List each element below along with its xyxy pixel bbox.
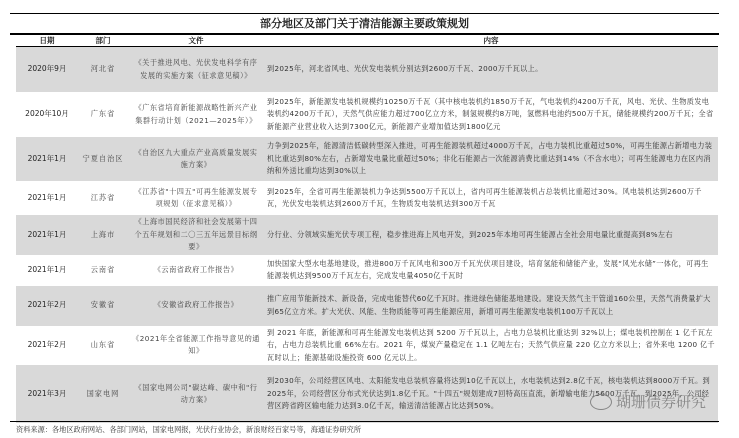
row-date: 2020年10月 [25,109,69,119]
row-dept: 山东省 [90,340,116,349]
row-content: 到 2021 年底，新能源和可再生能源发电装机达到 5200 万千瓦以上，占电力总装机比重达到 32%以上；煤电装机控制在 1 亿千瓦左右，占电力总装机比重 66%左右。2021 年，煤炭产量稳定在 1.1 亿吨左右；天然气供应量 220 亿立方米以上；省外来电 1200 亿千瓦时以上；能源基础设施投资 600 亿元以上。 [267,327,715,362]
watermark-text: 瑚珊债券研究 [616,393,707,411]
row-content: 推广应用节能新技术、新设备，完成电能替代60亿千瓦时。推进绿色储能基地建设。建设天然气主干管道160公里，天然气消费量扩大到65亿立方米。扩大光伏、风能、生物质能等可再生能源应用，新增可再生能源发电装机100万千瓦以上 [264,286,718,326]
row-date: 2021年1月 [27,264,67,274]
row-doc: 《云南省政府工作报告》 [153,264,239,274]
row-content: 力争到2025年，能源清洁低碳转型深入推进，可再生能源装机超过4000万千瓦，占电力装机比重超过50%，可再生能源占新增电力装机比重达到80%左右，占新增发电量比重超过50%；非化石能源占一次能源消费比重达到14%（不含水电）；可再生能源电力在区内消纳和外送比重均达到30%以上 [264,137,718,181]
row-content: 加快国家大型水电基地建设，推进800万千瓦风电和300万千瓦光伏项目建设，培育氢能和储能产业，发展“风光水储”一体化，可再生能源装机达到9500万千瓦左右，完成发电量4050亿千瓦时 [267,258,709,280]
row-dept: 上海市 [78,215,128,255]
row-date: 2021年1月 [27,192,67,202]
header-date: 日期 [39,36,55,45]
header-content: 内容 [483,36,499,45]
table-header [16,35,718,47]
watermark [590,391,706,412]
row-dept: 安徽省 [78,286,128,326]
row-date: 2021年1月 [16,137,78,181]
row-doc: 《国家电网公司"碳达峰、碳中和"行动方案》 [128,365,264,423]
row-doc: 《江苏省"十四五"可再生能源发展专项规划（征求意见稿）》 [134,186,258,208]
bottom-rule [10,421,719,422]
row-doc: 《2021年全省能源工作指导意见的通知》 [132,333,260,356]
table-row [16,47,718,92]
table-row [16,286,718,326]
row-doc: 《关于推进风电、光伏发电科学有序发展的实施方案（征求意见稿）》 [128,47,264,92]
row-content: 到2025年，新能源发电装机规模约10250万千瓦（其中核电装机约1850万千瓦，气电装机约4200万千瓦，风电、光伏、生物质发电装机约4200万千瓦），天然气供应能力超过700亿立方米，制氢规模约8万吨，氢燃料电池约500万千瓦，储能规模约200万千瓦；全省新能源产业营业收入达到7300亿元，新能源产业增加值达到1800亿元 [267,96,714,131]
row-doc: 《上海市国民经济和社会发展第十四个五年规划和二〇三五年远景目标纲要》 [128,215,264,255]
header-doc: 文件 [188,36,204,45]
row-dept: 广东省 [90,109,116,119]
row-content: 分行业、分领域实施光伏专项工程，稳步推进海上风电开发，到2025年本地可再生能源占全社会用电量比重提高到8%左右 [264,215,718,255]
table-row [16,255,718,286]
table-row [16,92,718,137]
row-dept: 河北省 [78,47,128,92]
row-date: 2021年3月 [16,365,78,423]
row-content: 到2025年，河北省风电、光伏发电装机分别达到2600万千瓦、2000万千瓦以上。 [264,47,718,92]
wechat-icon [590,394,612,410]
row-date: 2020年9月 [16,47,78,92]
row-dept: 江苏省 [90,192,116,202]
row-date: 2021年1月 [16,215,78,255]
header-dept: 部门 [95,36,111,45]
row-dept: 国家电网 [78,365,128,423]
table-title: 部分地区及部门关于清洁能源主要政策规划 [260,17,469,30]
row-date: 2021年2月 [27,340,67,349]
row-dept: 云南省 [90,264,116,274]
row-content: 到2025年，全省可再生能源装机力争达到5500万千瓦以上，省内可再生能源装机占总装机比重超过30%。风电装机达到2600万千瓦，光伏发电装机达到2600万千瓦，生物质发电装机达到300万千瓦 [267,186,702,208]
row-doc: 《自治区九大重点产业高质量发展实施方案》 [128,137,264,181]
row-content: 到2030年，公司经营区风电、太阳能发电总装机容量将达到10亿千瓦以上，水电装机达到2.8亿千瓦，核电装机达到8000万千瓦。到2025年，公司经营区分布式光伏达到1.8亿千瓦。"十四五"规划建成7回特高压直流，新增输电能力5600万千瓦。到2025年，公司经营区跨省跨区输电能力达到3.0亿千瓦，输送清洁能源占比达到50%。 [264,365,718,423]
table-row [16,215,718,255]
table-row [16,326,718,366]
policy-table [16,47,718,423]
row-doc: 《安徽省政府工作报告》 [128,286,264,326]
row-dept: 宁夏自治区 [78,137,128,181]
table-row [16,181,718,215]
source-note: 资料来源：各地区政府网站、各部门网站，国家电网报，光伏行业协会，新浪财经百家号等，海通证券研究所 [16,425,362,434]
row-date: 2021年2月 [16,286,78,326]
row-doc: 《广东省培育新能源战略性新兴产业集群行动计划（2021—2025年）》 [134,103,258,125]
table-row [16,137,718,181]
